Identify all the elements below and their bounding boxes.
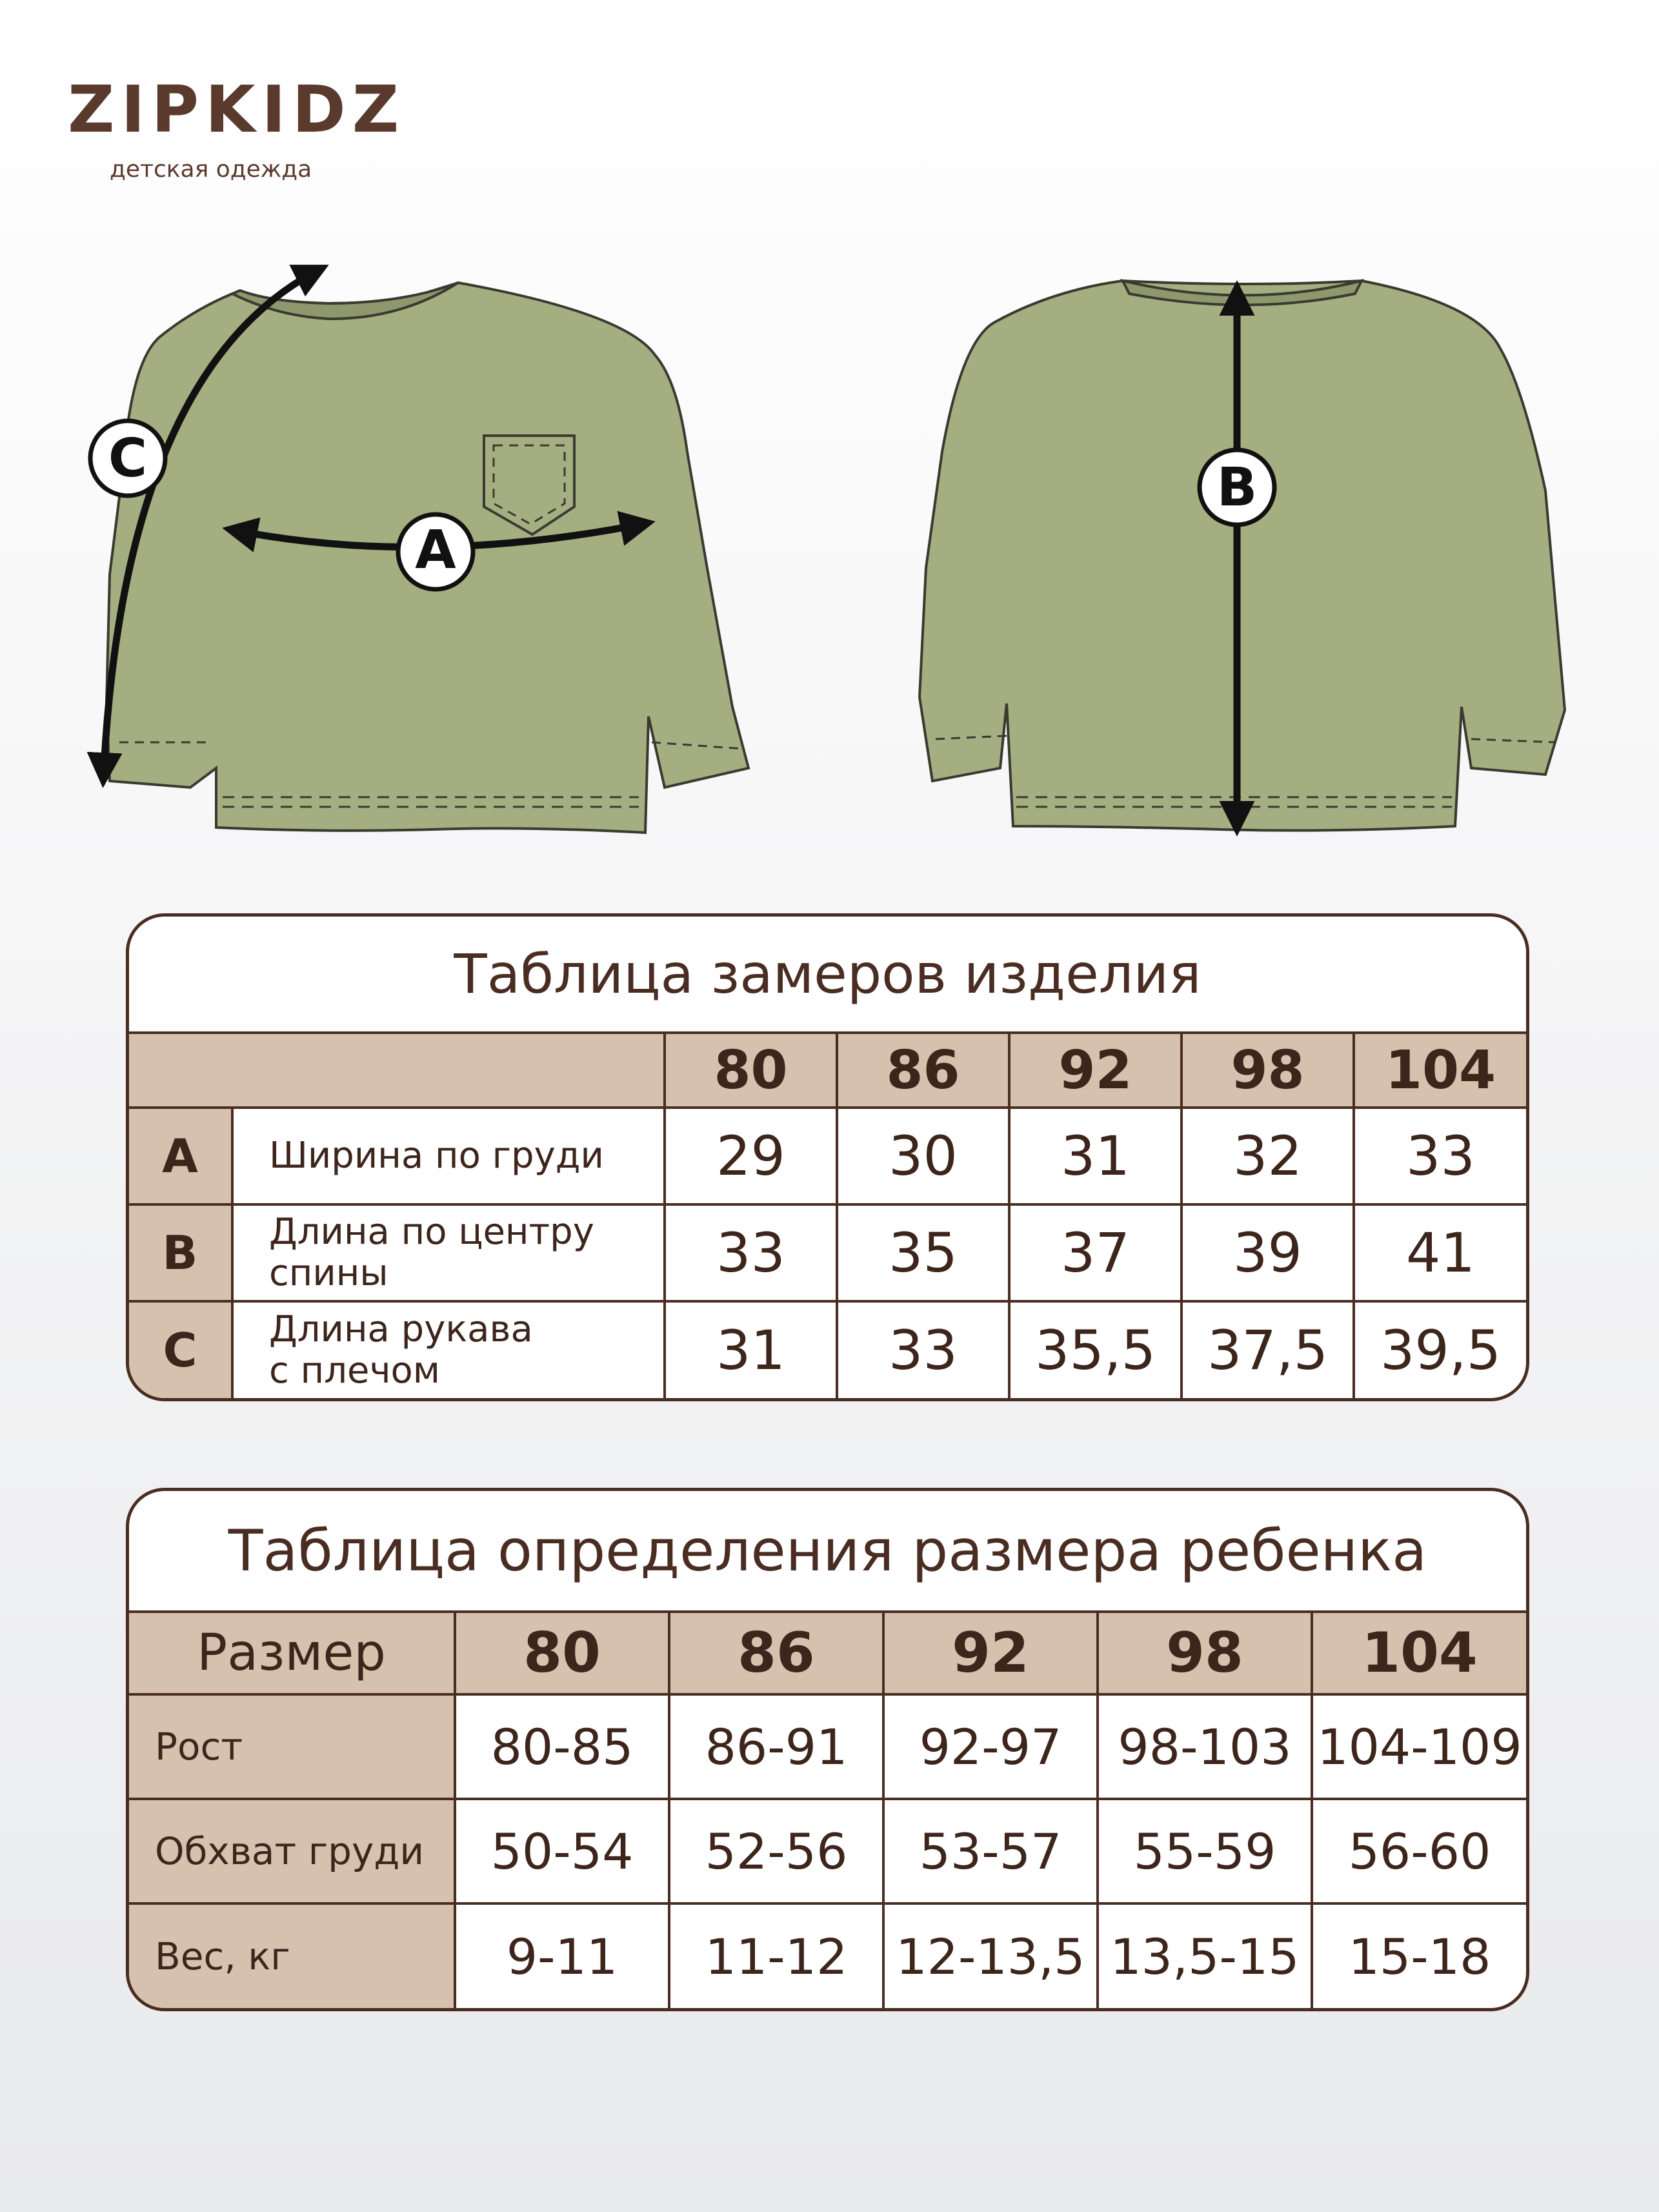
- value-cell: 39,5: [1354, 1301, 1526, 1398]
- row-label: [232, 1301, 665, 1398]
- row-label: Рост: [129, 1694, 455, 1799]
- value-cell: 53-57: [883, 1799, 1098, 1903]
- value-cell: 50-54: [455, 1799, 669, 1903]
- table-row: [129, 1903, 1526, 2008]
- row-code: B: [129, 1204, 232, 1301]
- brand-logo: [68, 72, 406, 183]
- value-cell: 12-13,5: [883, 1903, 1098, 2008]
- row-label-line: Длина рукава: [269, 1308, 533, 1350]
- table-row: [129, 1694, 1526, 1799]
- back-garment-diagram: [910, 258, 1587, 852]
- size-header: 86: [669, 1613, 883, 1694]
- value-cell: 31: [1009, 1108, 1181, 1204]
- size-header: 80: [455, 1613, 669, 1694]
- value-cell: 104-109: [1312, 1694, 1526, 1799]
- value-cell: 33: [665, 1204, 837, 1301]
- table-row: [129, 1108, 1526, 1204]
- size-header: 98: [1098, 1613, 1312, 1694]
- value-cell: 29: [665, 1108, 837, 1204]
- row-label: Вес, кг: [129, 1903, 455, 2008]
- size-header: 92: [1009, 1034, 1181, 1108]
- row-code: A: [129, 1108, 232, 1204]
- size-header: 104: [1354, 1034, 1526, 1108]
- size-header: 80: [665, 1034, 837, 1108]
- size-header: 92: [883, 1613, 1098, 1694]
- measurement-table: [126, 913, 1529, 1401]
- row-code: C: [129, 1301, 232, 1398]
- sleeve-marker-label: C: [108, 428, 148, 489]
- value-cell: 92-97: [883, 1694, 1098, 1799]
- value-cell: 11-12: [669, 1903, 883, 2008]
- table-row: [129, 1301, 1526, 1398]
- table-row: [129, 1799, 1526, 1903]
- row-label: [232, 1204, 665, 1301]
- measurement-table-title: Таблица замеров изделия: [129, 917, 1526, 1034]
- header-blank-cell: [129, 1034, 665, 1108]
- size-header: 86: [837, 1034, 1009, 1108]
- row-label-line: спины: [269, 1252, 388, 1294]
- value-cell: 86-91: [669, 1694, 883, 1799]
- size-header: 104: [1312, 1613, 1526, 1694]
- size-header: 98: [1181, 1034, 1354, 1108]
- value-cell: 15-18: [1312, 1903, 1526, 2008]
- value-cell: 80-85: [455, 1694, 669, 1799]
- row-label-line: с плечом: [269, 1350, 441, 1392]
- size-header-label: Размер: [129, 1613, 455, 1694]
- table-row: [129, 1204, 1526, 1301]
- value-cell: 35,5: [1009, 1301, 1181, 1398]
- value-cell: 98-103: [1098, 1694, 1312, 1799]
- value-cell: 37: [1009, 1204, 1181, 1301]
- back-garment-body: [920, 281, 1565, 831]
- value-cell: 37,5: [1181, 1301, 1354, 1398]
- front-garment-diagram: [71, 252, 787, 852]
- value-cell: 30: [837, 1108, 1009, 1204]
- value-cell: 41: [1354, 1204, 1526, 1301]
- brand-tagline: детская одежда: [110, 156, 312, 183]
- value-cell: 13,5-15: [1098, 1903, 1312, 2008]
- value-cell: 9-11: [455, 1903, 669, 2008]
- row-label: Ширина по груди: [232, 1108, 665, 1204]
- length-marker-label: B: [1216, 457, 1258, 518]
- value-cell: 33: [837, 1301, 1009, 1398]
- value-cell: 31: [665, 1301, 837, 1398]
- value-cell: 39: [1181, 1204, 1354, 1301]
- size-table-title: Таблица определения размера ребенка: [129, 1491, 1526, 1613]
- row-label-line: Длина по центру: [269, 1211, 594, 1253]
- brand-name: ZIPKIDZ: [68, 72, 406, 147]
- row-label: Обхват груди: [129, 1799, 455, 1903]
- size-table: [126, 1488, 1529, 2011]
- value-cell: 33: [1354, 1108, 1526, 1204]
- value-cell: 56-60: [1312, 1799, 1526, 1903]
- value-cell: 52-56: [669, 1799, 883, 1903]
- value-cell: 35: [837, 1204, 1009, 1301]
- chest-marker-label: A: [415, 520, 456, 581]
- value-cell: 55-59: [1098, 1799, 1312, 1903]
- value-cell: 32: [1181, 1108, 1354, 1204]
